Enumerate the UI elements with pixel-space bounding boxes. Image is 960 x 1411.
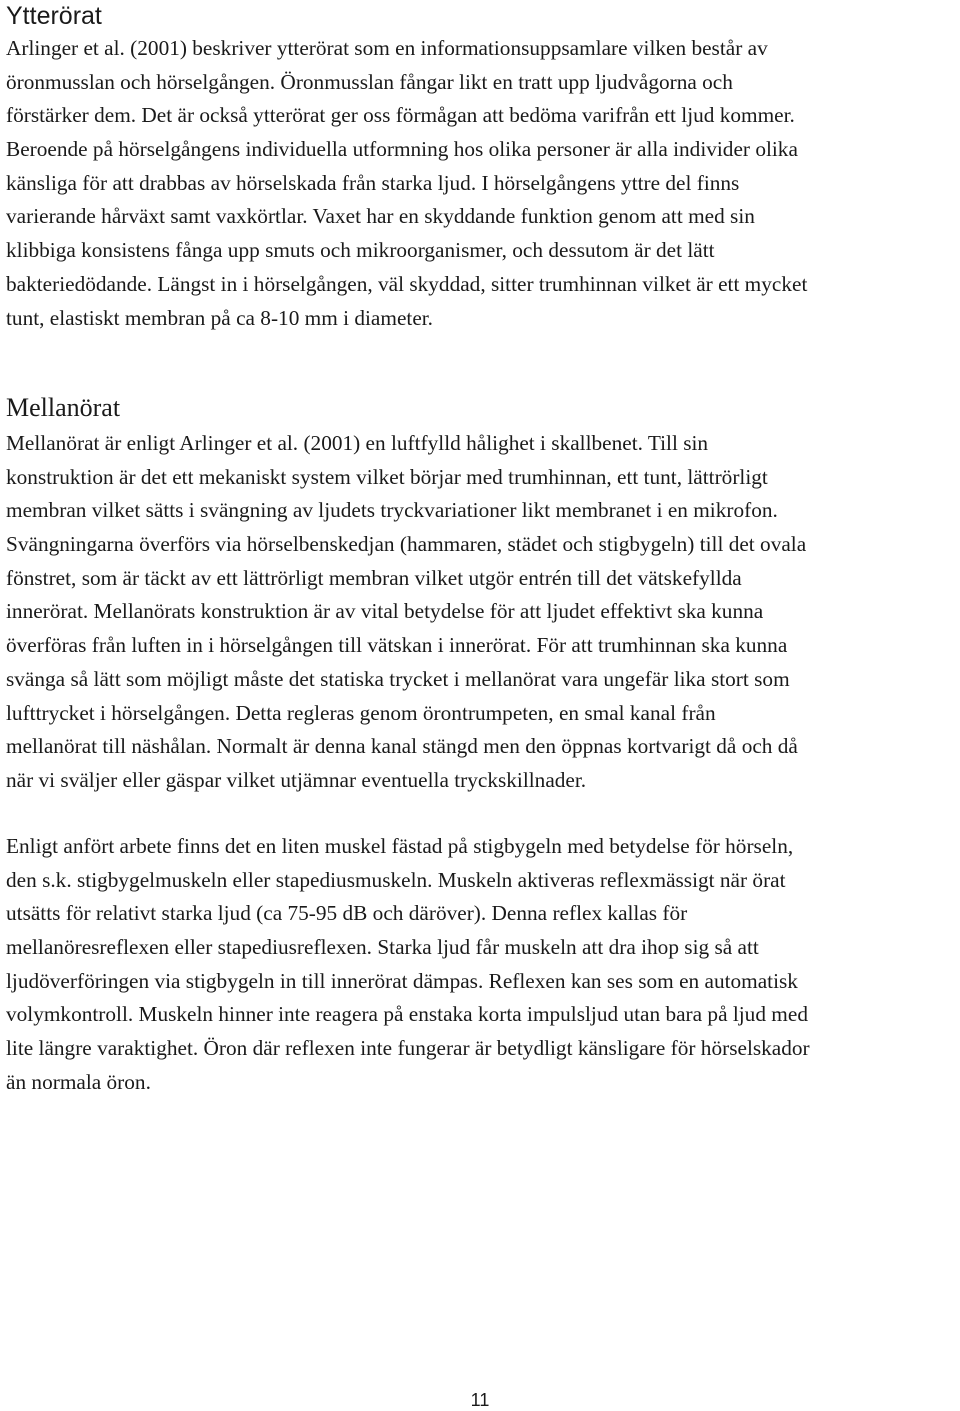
text-line: klibbiga konsistens fånga upp smuts och mikroorganismer, och dessutom är det lätt (6, 238, 715, 263)
text-line: förstärker dem. Det är också ytterörat ger oss förmågan att bedöma varifrån ett ljud kommer. (6, 103, 795, 128)
text-line: känsliga för att drabbas av hörselskada från starka ljud. I hörselgångens yttre del finns (6, 170, 740, 195)
text-line: lite längre varaktighet. Öron där reflexen inte fungerar är betydligt känsligare för hörselskador (6, 1036, 810, 1061)
paragraph-ytterorat (6, 32, 960, 335)
section-heading-mellanorat: Mellanörat (6, 393, 121, 422)
text-line: ljudöverföringen via stigbygeln in till innerörat dämpas. Reflexen kan ses som en automatisk (6, 968, 798, 993)
text-line: tunt, elastiskt membran på ca 8-10 mm i diameter. (6, 305, 434, 330)
text-line: än normala öron. (6, 1069, 151, 1094)
text-line: Mellanörat är enligt Arlinger et al. (2001) en luftfylld hålighet i skallbenet. Till sin (6, 431, 709, 455)
paragraph-mellanorat-1 (6, 427, 960, 798)
text-line: fönstret, som är täckt av ett lättrörligt membran vilket utgör entrén till det vätskefyllda (6, 565, 742, 590)
text-line: volymkontroll. Muskeln hinner inte reagera på enstaka korta impulsljud utan bara på ljud med (6, 1002, 808, 1027)
text-line: utsätts för relativt starka ljud (ca 75-95 dB och däröver). Denna reflex kallas för (6, 901, 688, 926)
text-line: mellanöresreflexen eller stapediusreflexen. Starka ljud får muskeln att dra ihop sig så att (6, 935, 759, 960)
text-line: membran vilket sätts i svängning av ljudets tryckvariationer likt membranet i en mikrofon. (6, 498, 778, 523)
text-line: Svängningarna överförs via hörselbenskedjan (hammaren, städet och stigbygeln) till det ovala (6, 532, 807, 557)
text-line: när vi sväljer eller gäspar vilket utjämnar eventuella tryckskillnader. (6, 767, 587, 792)
text-line: Enligt anfört arbete finns det en liten muskel fästad på stigbygeln med betydelse för hörseln, (6, 834, 794, 858)
text-line: mellanörat till näshålan. Normalt är denna kanal stängd men den öppnas kortvarigt då och då (6, 734, 798, 759)
text-line: innerörat. Mellanörats konstruktion är av vital betydelse för att ljudet effektivt ska kunna (6, 599, 764, 624)
page-number: 11 (470, 1390, 490, 1410)
text-line: konstruktion är det ett mekaniskt system vilket börjar med trumhinnan, ett tunt, lättrörligt (6, 464, 768, 489)
text-line: svänga så lätt som möjligt måste det statiska trycket i mellanörat vara ungefär lika stort som (6, 666, 790, 691)
text-line: bakteriedödande. Längst in i hörselgången, väl skyddad, sitter trumhinnan vilket är ett mycket (6, 271, 808, 296)
paragraph-mellanorat-2 (6, 830, 960, 1100)
text-line: varierande hårväxt samt vaxkörtlar. Vaxet har en skyddande funktion genom att med sin (6, 204, 755, 229)
text-line: lufttrycket i hörselgången. Detta regleras genom örontrumpeten, en smal kanal från (6, 700, 716, 725)
section-heading-ytterorat: Ytterörat (6, 2, 102, 30)
text-line: överföras från luften in i hörselgången till vätskan i innerörat. För att trumhinnan ska kunna (6, 633, 788, 658)
text-line: den s.k. stigbygelmuskeln eller stapediusmuskeln. Muskeln aktiveras reflexmässigt när örat (6, 867, 786, 892)
text-line: Arlinger et al. (2001) beskriver ytterörat som en informationsuppsamlare vilken består av (6, 36, 768, 60)
text-line: öronmusslan och hörselgången. Öronmusslan fångar likt en tratt upp ljudvågorna och (6, 69, 733, 94)
text-line: Beroende på hörselgångens individuella utformning hos olika personer är alla individer olika (6, 137, 798, 162)
